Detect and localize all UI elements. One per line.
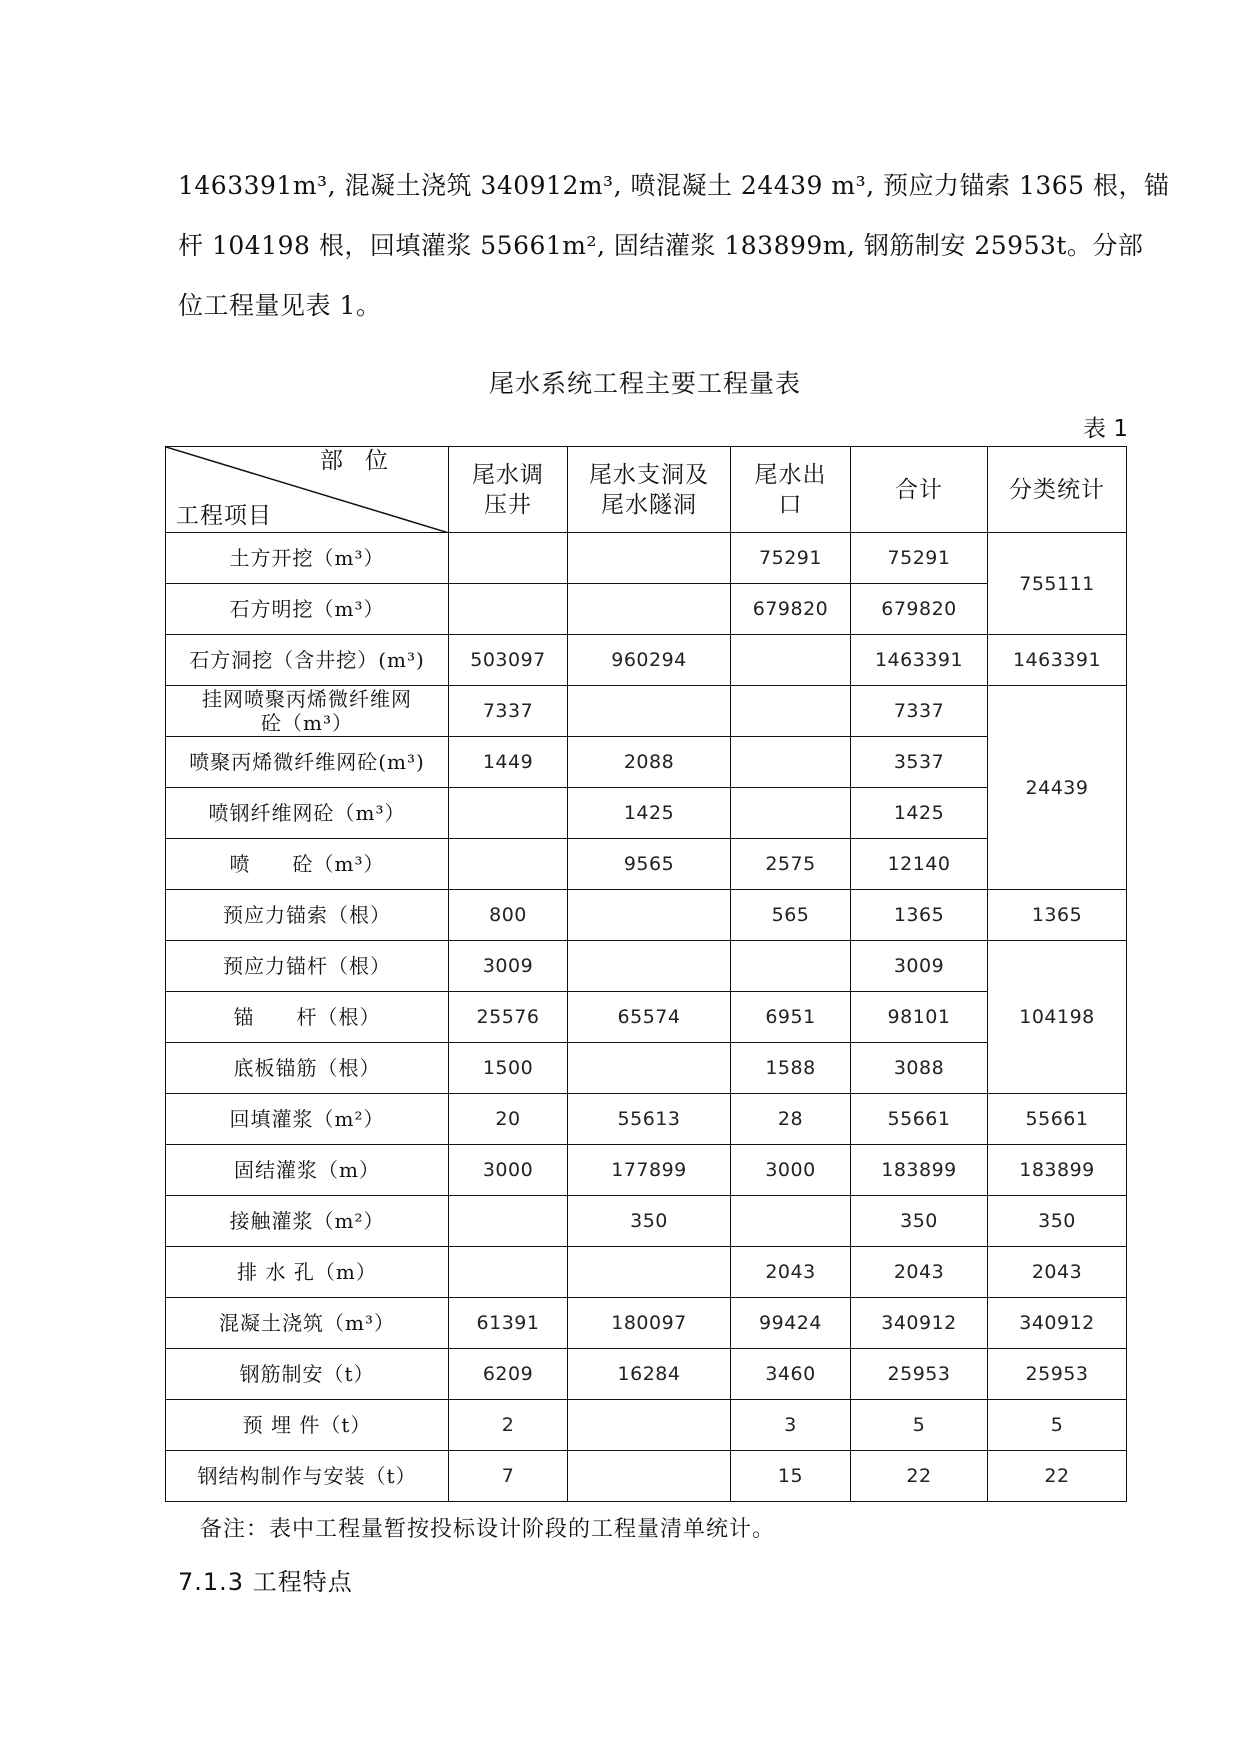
table-row — [166, 1247, 1127, 1298]
table-row — [166, 737, 1127, 788]
class-total-cell: 340912 — [988, 1298, 1127, 1349]
total-cell: 340912 — [851, 1298, 988, 1349]
corner-header-cell — [166, 447, 449, 533]
value-cell: 3000 — [731, 1145, 851, 1196]
total-cell: 3088 — [851, 1043, 988, 1094]
table-row — [166, 1043, 1127, 1094]
value-cell: 6209 — [449, 1349, 568, 1400]
class-total-cell: 5 — [988, 1400, 1127, 1451]
total-cell: 679820 — [851, 584, 988, 635]
value-cell: 2 — [449, 1400, 568, 1451]
class-total-cell: 25953 — [988, 1349, 1127, 1400]
value-cell — [731, 788, 851, 839]
item-cell: 石方明挖（m³） — [166, 584, 449, 635]
value-cell: 180097 — [568, 1298, 731, 1349]
item-cell: 排 水 孔（m） — [166, 1247, 449, 1298]
quantity-table — [165, 446, 1127, 1502]
value-cell — [568, 533, 731, 584]
value-cell: 20 — [449, 1094, 568, 1145]
class-total-cell: 24439 — [988, 686, 1127, 890]
value-cell: 3 — [731, 1400, 851, 1451]
value-cell — [449, 533, 568, 584]
value-cell: 1588 — [731, 1043, 851, 1094]
value-cell: 960294 — [568, 635, 731, 686]
value-cell: 2575 — [731, 839, 851, 890]
value-cell: 28 — [731, 1094, 851, 1145]
value-cell — [568, 1400, 731, 1451]
value-cell: 679820 — [731, 584, 851, 635]
table-row — [166, 1298, 1127, 1349]
value-cell: 25576 — [449, 992, 568, 1043]
item-cell: 钢筋制安（t） — [166, 1349, 449, 1400]
total-cell: 1425 — [851, 788, 988, 839]
value-cell — [731, 686, 851, 737]
value-cell: 7337 — [449, 686, 568, 737]
value-cell: 65574 — [568, 992, 731, 1043]
value-cell: 61391 — [449, 1298, 568, 1349]
value-cell: 350 — [568, 1196, 731, 1247]
total-cell: 55661 — [851, 1094, 988, 1145]
total-cell: 1365 — [851, 890, 988, 941]
item-cell: 底板锚筋（根） — [166, 1043, 449, 1094]
header-col-5: 分类统计 — [988, 447, 1127, 533]
table-row — [166, 1451, 1127, 1502]
total-cell: 1463391 — [851, 635, 988, 686]
value-cell: 1500 — [449, 1043, 568, 1094]
value-cell: 7 — [449, 1451, 568, 1502]
value-cell — [731, 737, 851, 788]
class-total-cell: 183899 — [988, 1145, 1127, 1196]
item-cell: 锚 杆（根） — [166, 992, 449, 1043]
value-cell: 3460 — [731, 1349, 851, 1400]
table-row — [166, 788, 1127, 839]
total-cell: 12140 — [851, 839, 988, 890]
table-number: 表 1 — [1083, 416, 1128, 442]
total-cell: 183899 — [851, 1145, 988, 1196]
item-cell: 石方洞挖（含井挖）(m³) — [166, 635, 449, 686]
header-col-2: 尾水支洞及 尾水隧洞 — [568, 447, 731, 533]
value-cell — [568, 686, 731, 737]
class-total-cell: 2043 — [988, 1247, 1127, 1298]
table-note: 备注：表中工程量暂按投标设计阶段的工程量清单统计。 — [200, 1517, 776, 1542]
class-total-cell: 1365 — [988, 890, 1127, 941]
value-cell: 2088 — [568, 737, 731, 788]
table-row — [166, 1400, 1127, 1451]
table-row — [166, 533, 1127, 584]
item-cell: 土方开挖（m³） — [166, 533, 449, 584]
item-cell: 混凝土浇筑（m³） — [166, 1298, 449, 1349]
item-cell: 固结灌浆（m） — [166, 1145, 449, 1196]
table-row — [166, 584, 1127, 635]
value-cell — [449, 1196, 568, 1247]
table-row — [166, 890, 1127, 941]
value-cell — [568, 1043, 731, 1094]
value-cell — [449, 584, 568, 635]
item-cell: 接触灌浆（m²） — [166, 1196, 449, 1247]
value-cell — [731, 635, 851, 686]
value-cell: 1425 — [568, 788, 731, 839]
header-col-1: 尾水调 压井 — [449, 447, 568, 533]
value-cell — [568, 584, 731, 635]
class-total-cell: 22 — [988, 1451, 1127, 1502]
item-cell: 钢结构制作与安装（t） — [166, 1451, 449, 1502]
total-cell: 5 — [851, 1400, 988, 1451]
value-cell — [449, 839, 568, 890]
total-cell: 2043 — [851, 1247, 988, 1298]
class-total-cell: 755111 — [988, 533, 1127, 635]
value-cell — [568, 890, 731, 941]
table-row — [166, 1349, 1127, 1400]
class-total-cell: 104198 — [988, 941, 1127, 1094]
value-cell: 1449 — [449, 737, 568, 788]
value-cell: 9565 — [568, 839, 731, 890]
class-total-cell: 350 — [988, 1196, 1127, 1247]
item-cell: 喷钢纤维网砼（m³） — [166, 788, 449, 839]
header-col-3: 尾水出 口 — [731, 447, 851, 533]
table-row — [166, 992, 1127, 1043]
total-cell: 25953 — [851, 1349, 988, 1400]
table-title: 尾水系统工程主要工程量表 — [488, 369, 801, 398]
total-cell: 3537 — [851, 737, 988, 788]
table-row — [166, 635, 1127, 686]
item-cell: 预应力锚杆（根） — [166, 941, 449, 992]
value-cell — [568, 941, 731, 992]
table-row — [166, 1094, 1127, 1145]
value-cell: 16284 — [568, 1349, 731, 1400]
value-cell — [568, 1451, 731, 1502]
table-row — [166, 839, 1127, 890]
item-cell: 预应力锚索（根） — [166, 890, 449, 941]
table-header-row — [166, 447, 1127, 533]
value-cell: 15 — [731, 1451, 851, 1502]
header-col-4: 合计 — [851, 447, 988, 533]
item-cell: 预 埋 件（t） — [166, 1400, 449, 1451]
table-row — [166, 1145, 1127, 1196]
total-cell: 3009 — [851, 941, 988, 992]
total-cell: 7337 — [851, 686, 988, 737]
corner-label-position: 部位 — [320, 448, 410, 474]
section-heading: 7.1.3 工程特点 — [178, 1568, 353, 1596]
value-cell — [731, 941, 851, 992]
table-row — [166, 686, 1127, 737]
item-cell: 喷 砼（m³） — [166, 839, 449, 890]
value-cell: 2043 — [731, 1247, 851, 1298]
value-cell: 3000 — [449, 1145, 568, 1196]
corner-label-item: 工程项目 — [176, 503, 272, 529]
paragraph-line-3: 位工程量见表 1。 — [178, 291, 382, 320]
total-cell: 350 — [851, 1196, 988, 1247]
value-cell: 55613 — [568, 1094, 731, 1145]
value-cell: 177899 — [568, 1145, 731, 1196]
class-total-cell: 1463391 — [988, 635, 1127, 686]
total-cell: 75291 — [851, 533, 988, 584]
value-cell: 99424 — [731, 1298, 851, 1349]
value-cell: 3009 — [449, 941, 568, 992]
paragraph-line-2: 杆 104198 根，回填灌浆 55661m², 固结灌浆 183899m, 钢筋制安 25953t。分部 — [178, 231, 1144, 260]
class-total-cell: 55661 — [988, 1094, 1127, 1145]
item-cell: 挂网喷聚丙烯微纤维网 砼（m³） — [166, 686, 449, 737]
total-cell: 22 — [851, 1451, 988, 1502]
item-cell: 喷聚丙烯微纤维网砼(m³) — [166, 737, 449, 788]
value-cell — [449, 1247, 568, 1298]
value-cell: 800 — [449, 890, 568, 941]
value-cell: 503097 — [449, 635, 568, 686]
value-cell — [568, 1247, 731, 1298]
table-row — [166, 941, 1127, 992]
total-cell: 98101 — [851, 992, 988, 1043]
value-cell — [449, 788, 568, 839]
item-cell: 回填灌浆（m²） — [166, 1094, 449, 1145]
value-cell — [731, 1196, 851, 1247]
value-cell: 565 — [731, 890, 851, 941]
value-cell: 75291 — [731, 533, 851, 584]
table-row — [166, 1196, 1127, 1247]
value-cell: 6951 — [731, 992, 851, 1043]
paragraph-line-1: 1463391m³, 混凝土浇筑 340912m³, 喷混凝土 24439 m³, 预应力锚索 1365 根，锚 — [178, 171, 1170, 200]
